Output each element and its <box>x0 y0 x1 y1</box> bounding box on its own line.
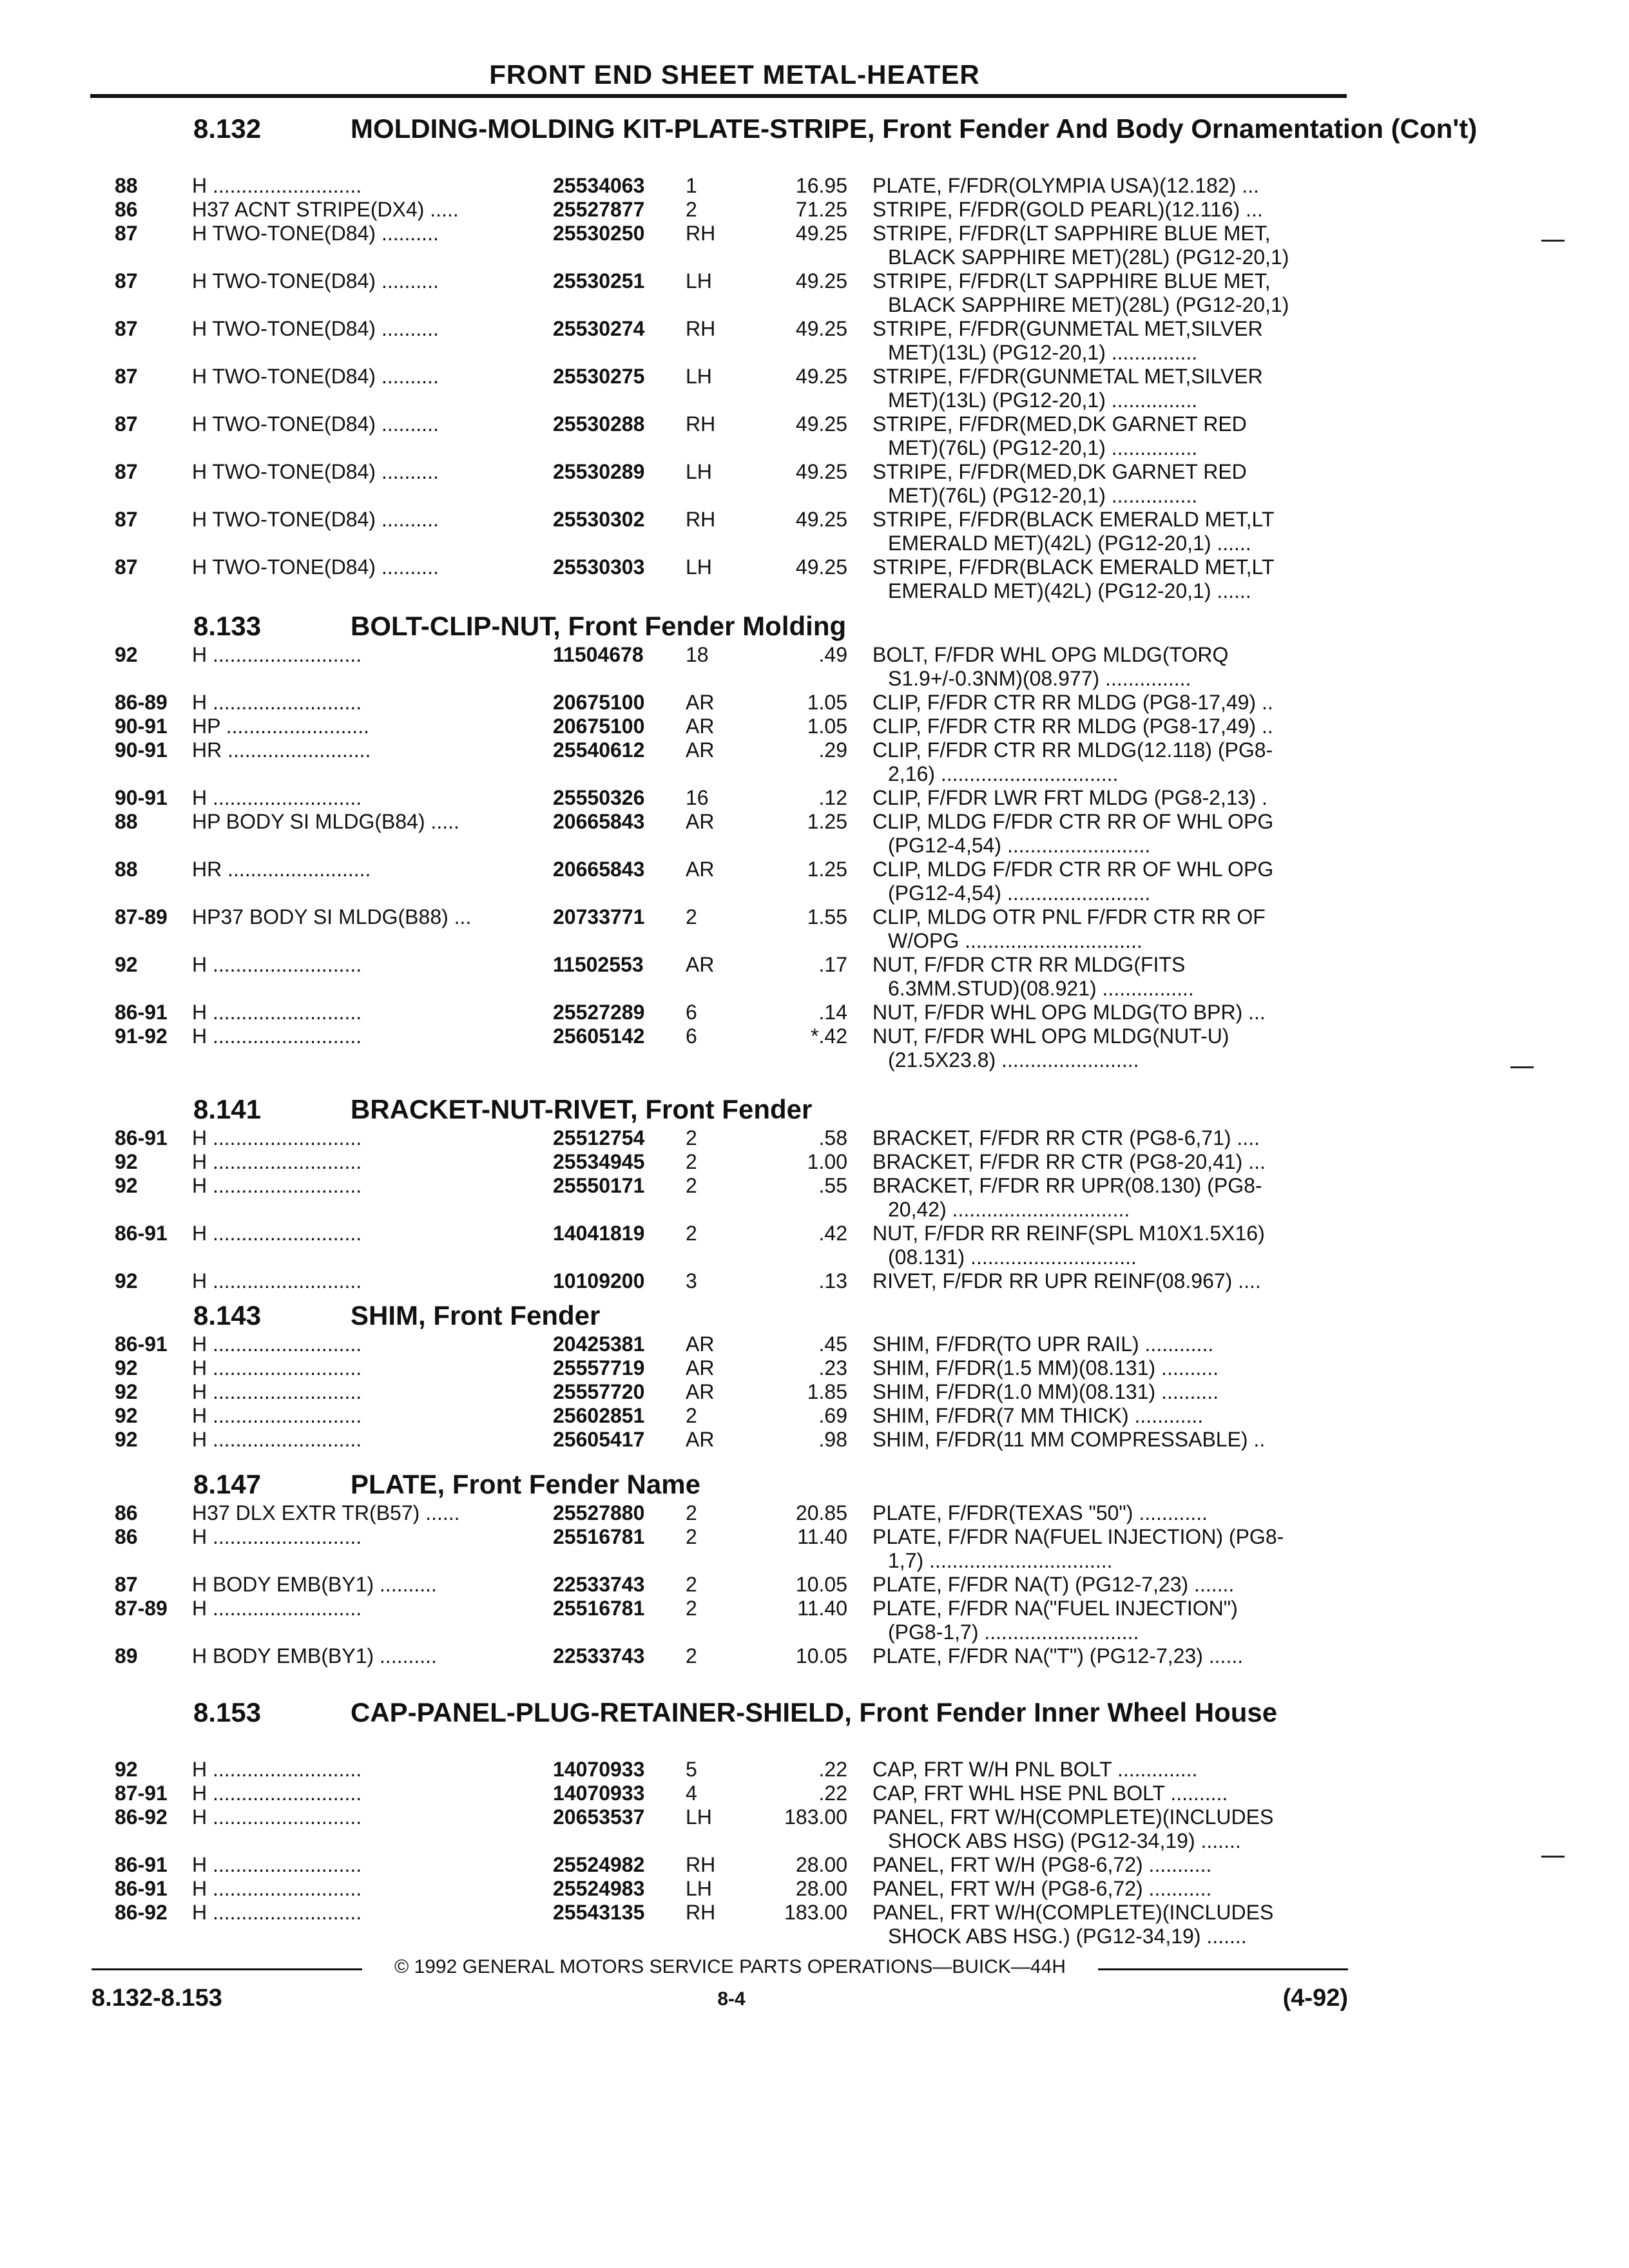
description: STRIPE, F/FDR(MED,DK GARNET RED <box>872 412 1247 436</box>
quantity: LH <box>686 1877 712 1900</box>
part-number: 25530250 <box>553 222 645 245</box>
quantity: RH <box>686 412 716 436</box>
description: PLATE, F/FDR(OLYMPIA USA)(12.182) ... <box>872 174 1259 197</box>
description-continued: MET)(76L) (PG12-20,1) ............... <box>888 436 1198 459</box>
model-year: 92 <box>115 953 138 976</box>
price: 16.95 <box>795 174 847 197</box>
application: H .......................... <box>192 1001 362 1024</box>
quantity: LH <box>686 555 712 579</box>
application: H .......................... <box>192 1332 362 1356</box>
model-year: 87-89 <box>115 1597 168 1620</box>
footer-rule-right <box>1098 1968 1348 1970</box>
model-year: 87-89 <box>115 905 168 928</box>
description-continued: BLACK SAPPHIRE MET)(28L) (PG12-20,1) <box>888 245 1289 269</box>
header-rule <box>90 94 1347 98</box>
price: .13 <box>818 1269 847 1293</box>
section-number: 8.143 <box>193 1300 262 1331</box>
model-year: 86-91 <box>115 1222 168 1245</box>
application: H .......................... <box>192 1805 362 1829</box>
application: H TWO-TONE(D84) .......... <box>192 412 439 436</box>
application: H .......................... <box>192 953 362 976</box>
section-title: MOLDING-MOLDING KIT-PLATE-STRIPE, Front Fender And Body Ornamentation (Con't) <box>351 113 1478 144</box>
application: H37 DLX EXTR TR(B57) ...... <box>192 1501 460 1524</box>
model-year: 87 <box>115 460 138 483</box>
price: 71.25 <box>795 198 847 221</box>
part-number: 25516781 <box>553 1525 645 1548</box>
part-number: 20665843 <box>553 858 645 881</box>
description: SHIM, F/FDR(7 MM THICK) ............ <box>872 1404 1204 1427</box>
part-number: 25530303 <box>553 555 645 579</box>
quantity: 3 <box>686 1269 697 1293</box>
application: H .......................... <box>192 691 362 714</box>
part-number: 25543135 <box>553 1901 645 1924</box>
description: SHIM, F/FDR(1.5 MM)(08.131) .......... <box>872 1356 1219 1379</box>
description: SHIM, F/FDR(11 MM COMPRESSABLE) .. <box>872 1428 1266 1451</box>
quantity: AR <box>686 810 715 833</box>
quantity: RH <box>686 222 716 245</box>
description: STRIPE, F/FDR(LT SAPPHIRE BLUE MET, <box>872 269 1271 293</box>
description: STRIPE, F/FDR(BLACK EMERALD MET,LT <box>872 555 1275 579</box>
model-year: 90-91 <box>115 738 168 762</box>
quantity: RH <box>686 1901 716 1924</box>
description: NUT, F/FDR RR REINF(SPL M10X1.5X16) <box>872 1222 1265 1245</box>
part-number: 25530302 <box>553 508 645 531</box>
price: .23 <box>818 1356 847 1379</box>
application: H TWO-TONE(D84) .......... <box>192 269 439 293</box>
quantity: AR <box>686 1332 715 1356</box>
price: .14 <box>818 1001 847 1024</box>
price: 49.25 <box>795 317 847 340</box>
application: HR ......................... <box>192 738 371 762</box>
price: 49.25 <box>795 222 847 245</box>
description-continued: (PG8-1,7) ........................... <box>888 1620 1139 1644</box>
description-continued: EMERALD MET)(42L) (PG12-20,1) ...... <box>888 532 1251 555</box>
model-year: 89 <box>115 1644 138 1667</box>
quantity: LH <box>686 269 712 293</box>
description-continued: 1,7) ................................ <box>888 1549 1113 1572</box>
part-number: 25550171 <box>553 1174 645 1197</box>
description-continued: MET)(76L) (PG12-20,1) ............... <box>888 484 1198 507</box>
margin-mark <box>1541 240 1565 242</box>
model-year: 92 <box>115 1380 138 1403</box>
section-number: 8.147 <box>193 1469 262 1499</box>
model-year: 86 <box>115 1501 138 1524</box>
price: 49.25 <box>795 508 847 531</box>
description: SHIM, F/FDR(1.0 MM)(08.131) .......... <box>872 1380 1219 1403</box>
price: .29 <box>818 738 847 762</box>
description-continued: 20,42) ............................... <box>888 1198 1130 1221</box>
section-title: BRACKET-NUT-RIVET, Front Fender <box>351 1094 813 1124</box>
quantity: 1 <box>686 174 697 197</box>
description-continued: EMERALD MET)(42L) (PG12-20,1) ...... <box>888 579 1251 602</box>
description: NUT, F/FDR WHL OPG MLDG(TO BPR) ... <box>872 1001 1266 1024</box>
part-number: 25516781 <box>553 1597 645 1620</box>
quantity: 2 <box>686 1525 697 1548</box>
description: PANEL, FRT W/H(COMPLETE)(INCLUDES <box>872 1901 1274 1924</box>
price: 49.25 <box>795 269 847 293</box>
footer-copyright: © 1992 GENERAL MOTORS SERVICE PARTS OPERATIONS—BUICK—44H <box>394 1956 1066 1977</box>
description-continued: W/OPG ............................... <box>888 929 1142 952</box>
application: H .......................... <box>192 1269 362 1293</box>
description: CLIP, MLDG F/FDR CTR RR OF WHL OPG <box>872 810 1274 833</box>
model-year: 86-92 <box>115 1901 168 1924</box>
application: H .......................... <box>192 786 362 809</box>
part-number: 11502553 <box>553 953 644 976</box>
description-continued: MET)(13L) (PG12-20,1) ............... <box>888 341 1198 364</box>
application: HR ......................... <box>192 858 371 881</box>
application: HP ......................... <box>192 715 370 738</box>
model-year: 88 <box>115 174 138 197</box>
application: H .......................... <box>192 1126 362 1149</box>
quantity: AR <box>686 691 715 714</box>
application: H .......................... <box>192 1758 362 1781</box>
description-continued: 2,16) ............................... <box>888 762 1119 785</box>
quantity: 2 <box>686 1222 697 1245</box>
quantity: 2 <box>686 1597 697 1620</box>
model-year: 92 <box>115 1758 138 1781</box>
application: H TWO-TONE(D84) .......... <box>192 460 439 483</box>
section-title: CAP-PANEL-PLUG-RETAINER-SHIELD, Front Fender Inner Wheel House <box>351 1697 1278 1727</box>
model-year: 92 <box>115 643 138 666</box>
quantity: 2 <box>686 1644 697 1667</box>
section-number: 8.153 <box>193 1697 262 1727</box>
price: 49.25 <box>795 365 847 388</box>
quantity: 2 <box>686 1174 697 1197</box>
description-continued: (21.5X23.8) ........................ <box>888 1048 1139 1072</box>
footer-rule-left <box>92 1968 362 1970</box>
quantity: 2 <box>686 198 697 221</box>
part-number: 25540612 <box>553 738 645 762</box>
application: H TWO-TONE(D84) .......... <box>192 317 439 340</box>
description: SHIM, F/FDR(TO UPR RAIL) ............ <box>872 1332 1214 1356</box>
application: HP37 BODY SI MLDG(B88) ... <box>192 905 472 928</box>
application: H .......................... <box>192 1877 362 1900</box>
model-year: 88 <box>115 858 138 881</box>
price: 1.05 <box>807 715 847 738</box>
application: H BODY EMB(BY1) .......... <box>192 1573 437 1596</box>
part-number: 25527289 <box>553 1001 645 1024</box>
price: 183.00 <box>784 1901 847 1924</box>
description-continued: S1.9+/-0.3NM)(08.977) ............... <box>888 667 1191 690</box>
price: 28.00 <box>795 1877 847 1900</box>
quantity: 2 <box>686 905 697 928</box>
quantity: 2 <box>686 1501 697 1524</box>
quantity: LH <box>686 460 712 483</box>
model-year: 92 <box>115 1150 138 1173</box>
quantity: 18 <box>686 643 709 666</box>
description: PLATE, F/FDR NA(T) (PG12-7,23) ....... <box>872 1573 1235 1596</box>
application: H37 ACNT STRIPE(DX4) ..... <box>192 198 459 221</box>
part-number: 22533743 <box>553 1573 645 1596</box>
quantity: LH <box>686 365 712 388</box>
quantity: RH <box>686 1853 716 1876</box>
description-continued: MET)(13L) (PG12-20,1) ............... <box>888 389 1198 412</box>
description: CLIP, MLDG F/FDR CTR RR OF WHL OPG <box>872 858 1274 881</box>
description: CLIP, F/FDR CTR RR MLDG(12.118) (PG8- <box>872 738 1273 762</box>
model-year: 92 <box>115 1174 138 1197</box>
description: NUT, F/FDR CTR RR MLDG(FITS <box>872 953 1186 976</box>
part-number: 11504678 <box>553 643 644 666</box>
price: 11.40 <box>797 1525 847 1548</box>
quantity: AR <box>686 1428 715 1451</box>
application: H TWO-TONE(D84) .......... <box>192 365 439 388</box>
price: .42 <box>818 1222 847 1245</box>
model-year: 92 <box>115 1269 138 1293</box>
application: H .......................... <box>192 174 362 197</box>
model-year: 86-91 <box>115 1332 168 1356</box>
part-number: 25530288 <box>553 412 645 436</box>
price: 1.85 <box>807 1380 847 1403</box>
application: H .......................... <box>192 1150 362 1173</box>
part-number: 25605417 <box>553 1428 645 1451</box>
price: 1.55 <box>807 905 847 928</box>
part-number: 20675100 <box>553 691 645 714</box>
part-number: 14041819 <box>553 1222 645 1245</box>
part-number: 14070933 <box>553 1758 645 1781</box>
price: 11.40 <box>797 1597 847 1620</box>
model-year: 92 <box>115 1356 138 1379</box>
description: PANEL, FRT W/H (PG8-6,72) ........... <box>872 1877 1212 1900</box>
price: .17 <box>818 953 847 976</box>
model-year: 87 <box>115 1573 138 1596</box>
part-number: 10109200 <box>553 1269 645 1293</box>
section-number: 8.133 <box>193 611 262 641</box>
footer-page-number: 8-4 <box>717 1988 746 2010</box>
model-year: 90-91 <box>115 715 168 738</box>
quantity: 4 <box>686 1782 697 1805</box>
quantity: AR <box>686 858 715 881</box>
description-continued: 6.3MM.STUD)(08.921) ................ <box>888 977 1194 1000</box>
description: BRACKET, F/FDR RR CTR (PG8-6,71) .... <box>872 1126 1260 1149</box>
application: H .......................... <box>192 643 362 666</box>
description: PLATE, F/FDR NA("FUEL INJECTION") <box>872 1597 1238 1620</box>
description: PANEL, FRT W/H (PG8-6,72) ........... <box>872 1853 1212 1876</box>
description: CAP, FRT WHL HSE PNL BOLT .......... <box>872 1782 1228 1805</box>
price: 1.05 <box>807 691 847 714</box>
quantity: 2 <box>686 1573 697 1596</box>
model-year: 86-89 <box>115 691 168 714</box>
section-title: BOLT-CLIP-NUT, Front Fender Molding <box>351 611 847 641</box>
model-year: 86 <box>115 1525 138 1548</box>
quantity: 6 <box>686 1024 697 1048</box>
part-number: 25534063 <box>553 174 645 197</box>
model-year: 87 <box>115 317 138 340</box>
application: H .......................... <box>192 1782 362 1805</box>
model-year: 92 <box>115 1404 138 1427</box>
description: CAP, FRT W/H PNL BOLT .............. <box>872 1758 1198 1781</box>
description: NUT, F/FDR WHL OPG MLDG(NUT-U) <box>872 1024 1229 1048</box>
quantity: 2 <box>686 1404 697 1427</box>
price: .22 <box>818 1782 847 1805</box>
price: 28.00 <box>795 1853 847 1876</box>
quantity: AR <box>686 953 715 976</box>
application: H .......................... <box>192 1901 362 1924</box>
quantity: 2 <box>686 1126 697 1149</box>
part-number: 25530274 <box>553 317 645 340</box>
margin-mark <box>1510 1066 1534 1068</box>
part-number: 14070933 <box>553 1782 645 1805</box>
part-number: 25512754 <box>553 1126 645 1149</box>
quantity: LH <box>686 1805 712 1829</box>
part-number: 25557719 <box>553 1356 645 1379</box>
part-number: 22533743 <box>553 1644 645 1667</box>
part-number: 20665843 <box>553 810 645 833</box>
part-number: 20733771 <box>553 905 645 928</box>
model-year: 87 <box>115 365 138 388</box>
model-year: 87-91 <box>115 1782 168 1805</box>
application: H .......................... <box>192 1525 362 1548</box>
part-number: 25534945 <box>553 1150 645 1173</box>
price: .58 <box>818 1126 847 1149</box>
section-title: SHIM, Front Fender <box>351 1300 601 1331</box>
application: H .......................... <box>192 1853 362 1876</box>
quantity: 6 <box>686 1001 697 1024</box>
description: BRACKET, F/FDR RR CTR (PG8-20,41) ... <box>872 1150 1266 1173</box>
model-year: 88 <box>115 810 138 833</box>
description: CLIP, F/FDR CTR RR MLDG (PG8-17,49) .. <box>872 715 1273 738</box>
model-year: 90-91 <box>115 786 168 809</box>
description-continued: SHOCK ABS HSG.) (PG12-34,19) ....... <box>888 1925 1247 1948</box>
price: 20.85 <box>795 1501 847 1524</box>
model-year: 86-91 <box>115 1877 168 1900</box>
price: 10.05 <box>795 1573 847 1596</box>
part-number: 25524983 <box>553 1877 645 1900</box>
description-continued: (PG12-4,54) ......................... <box>888 834 1151 857</box>
part-number: 25557720 <box>553 1380 645 1403</box>
quantity: AR <box>686 738 715 762</box>
part-number: 25602851 <box>553 1404 645 1427</box>
price: 1.00 <box>807 1150 847 1173</box>
quantity: 5 <box>686 1758 697 1781</box>
margin-mark <box>1541 1856 1565 1858</box>
description: PLATE, F/FDR(TEXAS "50") ............ <box>872 1501 1208 1524</box>
description: STRIPE, F/FDR(GUNMETAL MET,SILVER <box>872 317 1263 340</box>
footer-section-range: 8.132-8.153 <box>92 1984 222 2012</box>
part-number: 25527877 <box>553 198 645 221</box>
quantity: AR <box>686 715 715 738</box>
description: STRIPE, F/FDR(GOLD PEARL)(12.116) ... <box>872 198 1263 221</box>
model-year: 86 <box>115 198 138 221</box>
application: H .......................... <box>192 1356 362 1379</box>
price: 1.25 <box>807 858 847 881</box>
price: 49.25 <box>795 460 847 483</box>
part-number: 20675100 <box>553 715 645 738</box>
description: PLATE, F/FDR NA("T") (PG12-7,23) ...... <box>872 1644 1244 1667</box>
price: 49.25 <box>795 555 847 579</box>
part-number: 25530251 <box>553 269 645 293</box>
section-title: PLATE, Front Fender Name <box>351 1469 700 1499</box>
price: .22 <box>818 1758 847 1781</box>
quantity: RH <box>686 317 716 340</box>
footer-date: (4-92) <box>1282 1984 1348 2012</box>
description: BRACKET, F/FDR RR UPR(08.130) (PG8- <box>872 1174 1262 1197</box>
price: .69 <box>818 1404 847 1427</box>
application: H .......................... <box>192 1404 362 1427</box>
application: H .......................... <box>192 1174 362 1197</box>
part-number: 25530289 <box>553 460 645 483</box>
model-year: 86-91 <box>115 1126 168 1149</box>
model-year: 86-92 <box>115 1805 168 1829</box>
description: STRIPE, F/FDR(GUNMETAL MET,SILVER <box>872 365 1263 388</box>
model-year: 87 <box>115 412 138 436</box>
application: H .......................... <box>192 1222 362 1245</box>
model-year: 86-91 <box>115 1853 168 1876</box>
quantity: 2 <box>686 1150 697 1173</box>
price: 183.00 <box>784 1805 847 1829</box>
application: HP BODY SI MLDG(B84) ..... <box>192 810 459 833</box>
price: 49.25 <box>795 412 847 436</box>
part-number: 25524982 <box>553 1853 645 1876</box>
model-year: 87 <box>115 555 138 579</box>
description-continued: (PG12-4,54) ......................... <box>888 881 1151 905</box>
part-number: 25527880 <box>553 1501 645 1524</box>
quantity: AR <box>686 1380 715 1403</box>
price: .55 <box>818 1174 847 1197</box>
description: CLIP, MLDG OTR PNL F/FDR CTR RR OF <box>872 905 1266 928</box>
description-continued: BLACK SAPPHIRE MET)(28L) (PG12-20,1) <box>888 293 1289 316</box>
application: H .......................... <box>192 1428 362 1451</box>
application: H TWO-TONE(D84) .......... <box>192 222 439 245</box>
part-number: 20653537 <box>553 1805 645 1829</box>
description: STRIPE, F/FDR(MED,DK GARNET RED <box>872 460 1247 483</box>
description: CLIP, F/FDR LWR FRT MLDG (PG8-2,13) . <box>872 786 1268 809</box>
application: H BODY EMB(BY1) .......... <box>192 1644 437 1667</box>
part-number: 20425381 <box>553 1332 645 1356</box>
application: H .......................... <box>192 1024 362 1048</box>
section-number: 8.132 <box>193 113 262 144</box>
price: *.42 <box>811 1024 847 1048</box>
application: H .......................... <box>192 1380 362 1403</box>
model-year: 87 <box>115 269 138 293</box>
price: 10.05 <box>795 1644 847 1667</box>
description: PLATE, F/FDR NA(FUEL INJECTION) (PG8- <box>872 1525 1284 1548</box>
application: H TWO-TONE(D84) .......... <box>192 555 439 579</box>
model-year: 87 <box>115 508 138 531</box>
description: RIVET, F/FDR RR UPR REINF(08.967) .... <box>872 1269 1261 1293</box>
description: BOLT, F/FDR WHL OPG MLDG(TORQ <box>872 643 1229 666</box>
price: .49 <box>818 643 847 666</box>
section-number: 8.141 <box>193 1094 262 1124</box>
description: CLIP, F/FDR CTR RR MLDG (PG8-17,49) .. <box>872 691 1273 714</box>
price: .98 <box>818 1428 847 1451</box>
price: .45 <box>818 1332 847 1356</box>
price: .12 <box>818 786 847 809</box>
part-number: 25530275 <box>553 365 645 388</box>
description: STRIPE, F/FDR(LT SAPPHIRE BLUE MET, <box>872 222 1271 245</box>
application: H TWO-TONE(D84) .......... <box>192 508 439 531</box>
page-header-title: FRONT END SHEET METAL-HEATER <box>489 59 980 90</box>
description-continued: (08.131) ............................. <box>888 1245 1137 1269</box>
part-number: 25550326 <box>553 786 645 809</box>
model-year: 87 <box>115 222 138 245</box>
model-year: 86-91 <box>115 1001 168 1024</box>
application: H .......................... <box>192 1597 362 1620</box>
quantity: RH <box>686 508 716 531</box>
quantity: 16 <box>686 786 709 809</box>
model-year: 91-92 <box>115 1024 168 1048</box>
price: 1.25 <box>807 810 847 833</box>
part-number: 25605142 <box>553 1024 645 1048</box>
description: STRIPE, F/FDR(BLACK EMERALD MET,LT <box>872 508 1275 531</box>
description: PANEL, FRT W/H(COMPLETE)(INCLUDES <box>872 1805 1274 1829</box>
quantity: AR <box>686 1356 715 1379</box>
model-year: 92 <box>115 1428 138 1451</box>
description-continued: SHOCK ABS HSG) (PG12-34,19) ....... <box>888 1829 1241 1852</box>
